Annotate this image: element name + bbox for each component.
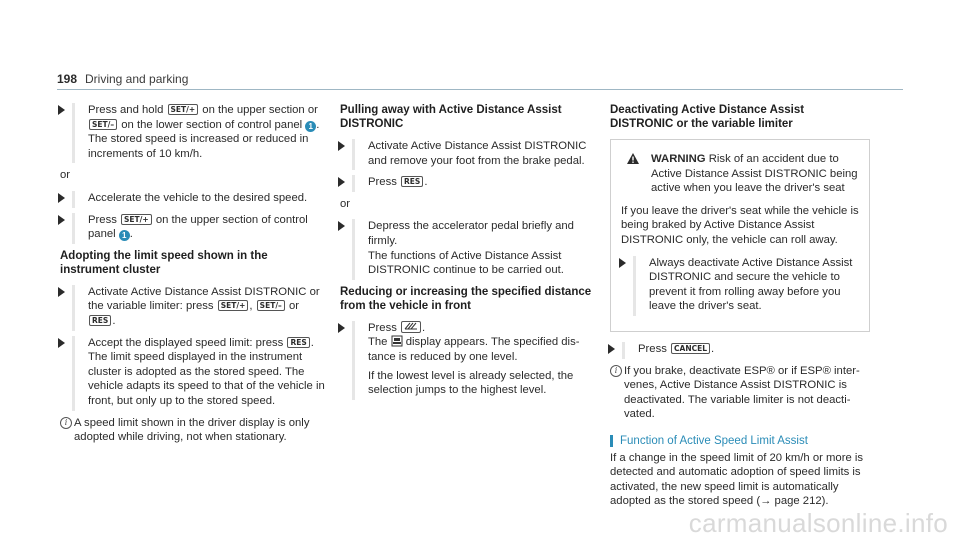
callout-1-icon: 1	[305, 121, 316, 132]
info-icon: i	[610, 365, 622, 377]
heading-pulling-away: Pulling away with Active Distance Assist DISTRONIC	[340, 104, 562, 130]
callout-1-icon: 1	[119, 230, 130, 241]
car-distance-icon	[391, 335, 403, 347]
info-icon: i	[60, 417, 72, 429]
warning-box: WARNING Risk of an accident due to Active Distance Assist DISTRONIC being active when you leave the driver's seat If you leave the driver's seat while the vehicle is being braked by Active Distance Assist DISTRONIC only, the vehicle can roll away. Always deactivate Active Distance Assist DISTRONIC and secure the vehicle to prevent it from rolling away before you leave the driver's seat.	[610, 139, 870, 332]
heading-adopting-limit: Adopting the limit speed shown in the instrument cluster	[60, 249, 268, 276]
set-minus-key-icon: SET/–	[89, 119, 117, 130]
column-1	[60, 103, 325, 451]
or-text: or	[340, 197, 351, 210]
watermark: carmanualsonline.info	[688, 508, 948, 538]
set-plus-key-icon: SET/+	[121, 214, 152, 225]
step-press-res: Press RES .	[340, 175, 595, 190]
step-activate: Activate Active Distance Assist DISTRONIC or the variable limiter: press SET/+ , SET/– or RES .	[60, 285, 325, 329]
step-press-set: Press SET/+ on the upper section of control panel 1 .	[60, 213, 325, 242]
cancel-key-icon: CANCEL	[671, 343, 710, 354]
step-arrow-icon	[619, 258, 626, 268]
page-number: 198	[57, 72, 78, 86]
step-activate-distronic: Activate Active Distance Assist DISTRONIC and remove your foot from the brake pedal.	[340, 139, 595, 168]
step-arrow-icon	[338, 221, 345, 231]
warning-icon	[626, 152, 640, 165]
res-key-icon: RES	[401, 176, 423, 187]
section-title: Driving and parking	[85, 72, 189, 86]
info-note: i A speed limit shown in the driver display is only adopted while driving, not when stationary.	[60, 416, 325, 445]
step-arrow-icon	[58, 287, 65, 297]
or-text: or	[60, 169, 71, 182]
step-arrow-icon	[58, 215, 65, 225]
distance-key-icon	[401, 321, 421, 333]
step-arrow-icon	[338, 177, 345, 187]
warning-paragraph: If you leave the driver's seat while the vehicle is being braked by Active Distance Assist DISTRONIC only, the vehicle can roll away.	[621, 204, 859, 246]
res-key-icon: RES	[89, 315, 111, 326]
step-press-hold: Press and hold SET/+ on the upper section or SET/– on the lower section of control panel 1 . The stored speed is increased or reduced in increments of 10 km/h.	[60, 103, 325, 161]
step-arrow-icon	[338, 141, 345, 151]
heading-distance: Reducing or increasing the specified distance from the vehicle in front	[340, 285, 592, 312]
step-arrow-icon	[58, 193, 65, 203]
set-plus-key-icon: SET/+	[218, 300, 249, 311]
column-3	[610, 103, 870, 509]
step-arrow-icon	[608, 344, 615, 354]
page-header	[57, 72, 903, 92]
header-rule	[57, 89, 903, 90]
warning-label: WARNING	[651, 153, 706, 165]
step-arrow-icon	[58, 105, 65, 115]
set-plus-key-icon: SET/+	[168, 104, 199, 115]
info-note-esp: i If you brake, deactivate ESP® or if ESP® intervenes, Active Distance Assist DISTRONIC is deactivated. The variable limiter is not deactivated.	[610, 364, 870, 422]
set-minus-key-icon: SET/–	[257, 300, 285, 311]
function-heading: Function of Active Speed Limit Assist	[610, 434, 870, 449]
heading-deactivating: Deactivating Active Distance Assist DISTRONIC or the variable limiter	[610, 104, 805, 130]
res-key-icon: RES	[287, 337, 309, 348]
step-depress-accelerator: Depress the accelerator pedal briefly and firmly. The functions of Active Distance Assist DISTRONIC continue to be carried out.	[340, 219, 595, 277]
function-text: If a change in the speed limit of 20 km/h or more is detected and automatic adoption of speed limits is activated, the new speed limit is automatically adopted as the stored speed (→ page 212).	[610, 451, 864, 508]
step-press-cancel: Press CANCEL .	[610, 342, 870, 357]
step-always-deactivate: Always deactivate Active Distance Assist DISTRONIC and secure the vehicle to prevent it from rolling away before you leave the driver's seat.	[621, 256, 859, 314]
step-accept-limit: Accept the displayed speed limit: press RES . The limit speed displayed in the instrument cluster is adopted as the stored speed. The vehicle adapts its speed to that of the vehicle in front, but only up to the stored speed.	[60, 336, 325, 409]
step-arrow-icon	[338, 323, 345, 333]
step-accelerate: Accelerate the vehicle to the desired speed.	[60, 191, 325, 206]
step-press-distance: Press . The display appears. The specified distance is reduced by one level. If the lowest level is already selected, the selection jumps to the highest level.	[340, 321, 595, 398]
column-2	[340, 103, 595, 405]
step-arrow-icon	[58, 338, 65, 348]
